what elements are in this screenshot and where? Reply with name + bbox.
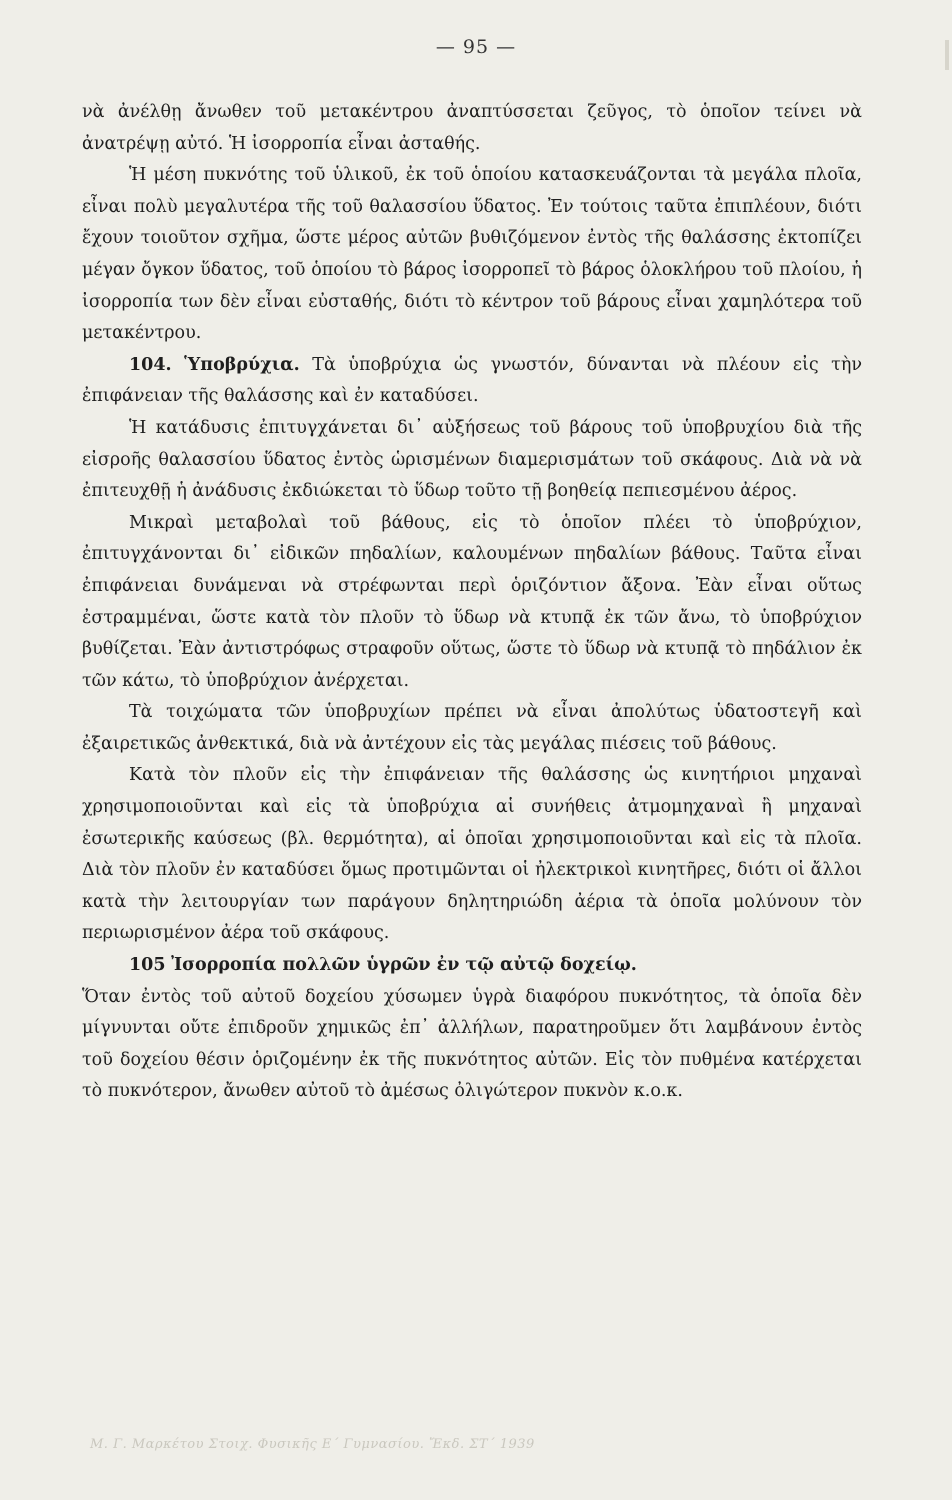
paragraph: Ὅταν ἐντὸς τοῦ αὐτοῦ δοχείου χύσωμεν ὑγρὰ διαφόρου πυκνότητος, τὰ ὁποῖα δὲν μίγνυνται οὔτε ἐπιδροῦν χημικῶς ἐπ᾽ ἀλλήλων, παρατηροῦμεν ὅτι λαμβάνουν ἐντὸς τοῦ δοχείου θέσιν ὁριζομένην ἐκ τῆς πυκνότητος αὐτῶν. Εἰς τὸν πυθμένα κατέρχεται τὸ πυκνότερον, ἄνωθεν αὐτοῦ τὸ ἀμέσως ὀλιγώτερον πυκνὸν κ.ο.κ. [82, 986, 862, 1102]
footer-bleed-text: Μ. Γ. Μαρκέτου Στοιχ. Φυσικῆς Ε΄ Γυμνασίου. Ἔκδ. ΣΤ΄ 1939 [90, 1437, 535, 1452]
paragraph: νὰ ἀνέλθῃ ἄνωθεν τοῦ μετακέντρου ἀναπτύσσεται ζεῦγος, τὸ ὁποῖον τείνει νὰ ἀνατρέψῃ αὐτό. Ἡ ἰσορροπία εἶναι ἀσταθής. [82, 102, 862, 154]
paragraph: Τὰ τοιχώματα τῶν ὑποβρυχίων πρέπει νὰ εἶναι ἀπολύτως ὑδατοστεγῆ καὶ ἐξαιρετικῶς ἀνθεκτικά, διὰ νὰ ἀντέχουν εἰς τὰς μεγάλας πιέσεις τοῦ βάθους. [82, 702, 862, 754]
section-104 [82, 350, 862, 413]
section-number: 105 [129, 955, 166, 976]
section-title: Ὑποβρύχια. [184, 354, 300, 375]
paragraph: Μικραὶ μεταβολαὶ τοῦ βάθους, εἰς τὸ ὁποῖον πλέει τὸ ὑποβρύχιον, ἐπιτυγχάνονται δι᾽ εἰδικῶν πηδαλίων, καλουμένων πηδαλίων βάθους. Ταῦτα εἶναι ἐπιφάνειαι δυνάμεναι νὰ στρέφωνται περὶ ὁριζόντιον ἄξονα. Ἐὰν εἶναι οὕτως ἐστραμμέναι, ὥστε κατὰ τὸν πλοῦν τὸ ὕδωρ νὰ κτυπᾷ ἐκ τῶν ἄνω, τὸ ὑποβρύχιον βυθίζεται. Ἐὰν ἀντιστρόφως στραφοῦν οὕτως, ὥστε τὸ ὕδωρ νὰ κτυπᾷ τὸ πηδάλιον ἐκ τῶν κάτω, τὸ ὑποβρύχιον ἀνέρχεται. [82, 512, 862, 691]
paragraph: Τὰ ὑποβρύχια ὡς γνωστόν, δύνανται νὰ πλέουν εἰς τὴν ἐπιφάνειαν τῆς θαλάσσης καὶ ἐν καταδύσει. [82, 354, 862, 407]
section-title: Ἰσορροπία πολλῶν ὑγρῶν ἐν τῷ αὐτῷ δοχείῳ. [171, 955, 637, 976]
paragraph: Ἡ κατάδυσις ἐπιτυγχάνεται δι᾽ αὐξήσεως τοῦ βάρους τοῦ ὑποβρυχίου διὰ τῆς εἰσροῆς θαλασσίου ὕδατος ἐντὸς ὡρισμένων διαμερισμάτων τοῦ σκάφους. Διὰ νὰ νὰ ἐπιτευχθῇ ἡ ἀνάδυσις ἐκδιώκεται τὸ ὕδωρ τοῦτο τῇ βοηθείᾳ πεπιεσμένου ἀέρος. [82, 417, 862, 502]
page-body [82, 97, 862, 1108]
section-105 [82, 950, 862, 982]
section-number: 104. [129, 354, 172, 375]
page-number: — 95 — [435, 36, 517, 58]
paragraph: Ἡ μέση πυκνότης τοῦ ὑλικοῦ, ἐκ τοῦ ὁποίου κατασκευάζονται τὰ μεγάλα πλοῖα, εἶναι πολὺ μεγαλυτέρα τῆς τοῦ θαλασσίου ὕδατος. Ἐν τούτοις ταῦτα ἐπιπλέουν, διότι ἔχουν τοιοῦτον σχῆμα, ὥστε μέρος αὐτῶν βυθιζόμενον ἐντὸς τῆς θαλάσσης ἐκτοπίζει μέγαν ὄγκον ὕδατος, τοῦ ὁποίου τὸ βάρος ἰσορροπεῖ τὸ βάρος ὁλοκλήρου τοῦ πλοίου, ἡ ἰσορροπία των δὲν εἶναι εὐσταθής, διότι τὸ κέντρον τοῦ βάρους εἶναι χαμηλότερα τοῦ μετακέντρου. [82, 165, 862, 344]
paragraph: Κατὰ τὸν πλοῦν εἰς τὴν ἐπιφάνειαν τῆς θαλάσσης ὡς κινητήριοι μηχαναὶ χρησιμοποιοῦνται καὶ εἰς τὰ ὑποβρύχια αἱ συνήθεις ἀτμομηχαναὶ ἢ μηχαναὶ ἐσωτερικῆς καύσεως (βλ. θερμότητα), αἱ ὁποῖαι χρησιμοποιοῦνται καὶ εἰς τὰ πλοῖα. Διὰ τὸν πλοῦν ἐν καταδύσει ὅμως προτιμῶνται οἱ ἠλεκτρικοὶ κινητῆρες, διότι οἱ ἄλλοι κατὰ τὴν λειτουργίαν των παράγουν δηλητηριώδη ἀέρια τὰ ὁποῖα μολύνουν τὸν περιωρισμένον ἀέρα τοῦ σκάφους. [82, 765, 862, 944]
